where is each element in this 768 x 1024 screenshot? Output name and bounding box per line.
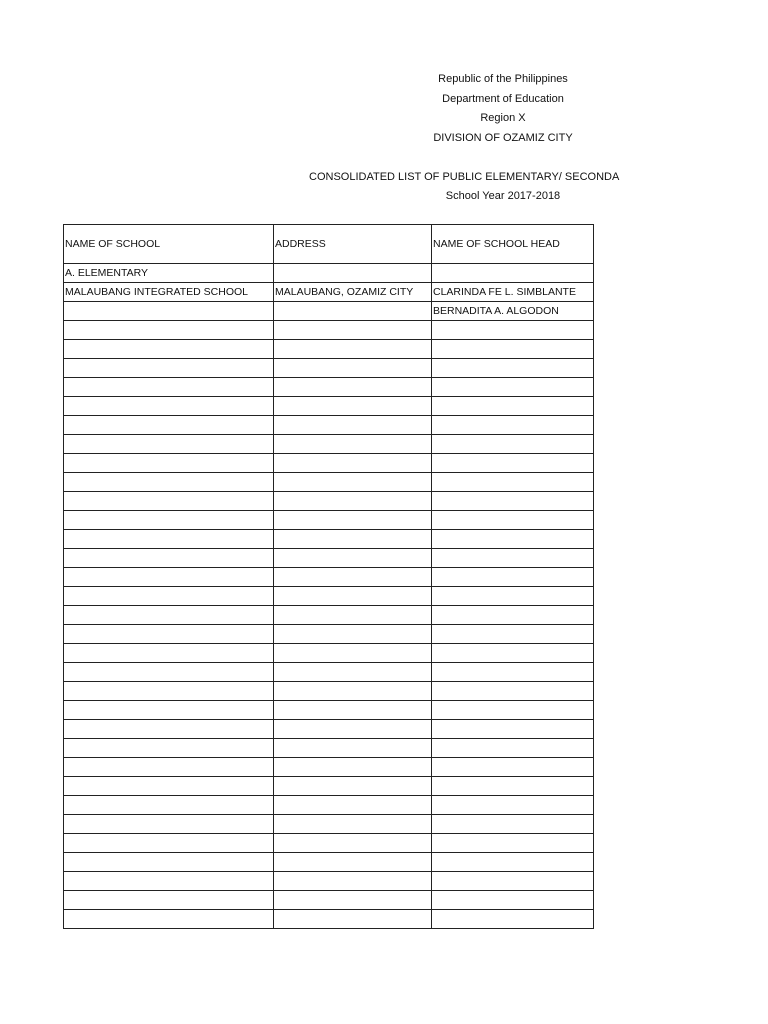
table-cell (64, 549, 274, 568)
table-cell (64, 302, 274, 321)
table-cell (432, 872, 594, 891)
table-cell (432, 416, 594, 435)
table-cell (274, 872, 432, 891)
table-cell (274, 853, 432, 872)
table-cell (432, 397, 594, 416)
table-cell (432, 777, 594, 796)
table-cell (432, 568, 594, 587)
table-cell (274, 758, 432, 777)
table-row (64, 587, 594, 606)
table-cell: A. ELEMENTARY (64, 264, 274, 283)
table-cell (274, 492, 432, 511)
table-row (64, 283, 594, 302)
table-cell (432, 644, 594, 663)
table-cell (432, 701, 594, 720)
table-cell (432, 625, 594, 644)
table-cell (64, 492, 274, 511)
table-cell (64, 663, 274, 682)
table-cell (432, 511, 594, 530)
table-cell (274, 321, 432, 340)
table-row (64, 891, 594, 910)
table-cell (64, 397, 274, 416)
table-cell (64, 720, 274, 739)
table-cell (64, 587, 274, 606)
table-cell (432, 758, 594, 777)
table-cell (432, 891, 594, 910)
table-row (64, 815, 594, 834)
table-cell (432, 492, 594, 511)
table-cell (274, 815, 432, 834)
table-cell (64, 340, 274, 359)
table-cell (64, 511, 274, 530)
table-cell (274, 834, 432, 853)
table-row (64, 397, 594, 416)
table-row (64, 853, 594, 872)
header-division: DIVISION OF OZAMIZ CITY (433, 132, 573, 144)
table-row (64, 910, 594, 929)
table-row (64, 777, 594, 796)
table-cell (274, 568, 432, 587)
table-cell (64, 644, 274, 663)
school-list-table (63, 224, 594, 929)
table-cell (432, 834, 594, 853)
table-cell (274, 530, 432, 549)
table-cell (64, 682, 274, 701)
table-cell (432, 321, 594, 340)
table-row (64, 872, 594, 891)
table-cell (64, 910, 274, 929)
table-cell (64, 758, 274, 777)
table-row (64, 454, 594, 473)
table-cell: MALAUBANG, OZAMIZ CITY (274, 283, 432, 302)
table-cell (64, 359, 274, 378)
table-row (64, 549, 594, 568)
table-cell (432, 473, 594, 492)
header-department: Department of Education (442, 93, 564, 105)
table-row (64, 435, 594, 454)
table-cell (64, 834, 274, 853)
table-row (64, 739, 594, 758)
table-cell (432, 815, 594, 834)
table-cell (64, 606, 274, 625)
table-row (64, 682, 594, 701)
table-row (64, 340, 594, 359)
table-cell (274, 777, 432, 796)
table-row (64, 663, 594, 682)
table-row (64, 758, 594, 777)
table-cell (432, 739, 594, 758)
table-cell (432, 796, 594, 815)
table-row (64, 264, 594, 283)
table-row (64, 492, 594, 511)
table-cell (64, 625, 274, 644)
table-row (64, 511, 594, 530)
table-cell (274, 473, 432, 492)
table-cell (274, 739, 432, 758)
table-row (64, 378, 594, 397)
table-cell (432, 549, 594, 568)
table-row (64, 416, 594, 435)
table-cell (274, 359, 432, 378)
table-cell (274, 340, 432, 359)
table-cell (274, 416, 432, 435)
table-cell (64, 701, 274, 720)
table-cell (274, 435, 432, 454)
table-cell (64, 321, 274, 340)
table-row (64, 606, 594, 625)
table-header-row (64, 225, 594, 264)
table-cell (432, 910, 594, 929)
table-cell (274, 378, 432, 397)
table-cell (274, 302, 432, 321)
table-cell (274, 796, 432, 815)
table-row (64, 701, 594, 720)
table-cell (432, 454, 594, 473)
table-cell: BERNADITA A. ALGODON (432, 302, 594, 321)
table-cell (274, 701, 432, 720)
table-cell (432, 340, 594, 359)
table-cell (64, 739, 274, 758)
table-cell (274, 910, 432, 929)
column-header-school-name: NAME OF SCHOOL (64, 225, 274, 264)
table-cell (64, 796, 274, 815)
table-cell (432, 853, 594, 872)
table-cell (432, 682, 594, 701)
table-cell (274, 625, 432, 644)
table-cell (274, 511, 432, 530)
table-cell (64, 416, 274, 435)
table-cell (274, 454, 432, 473)
table-cell (432, 663, 594, 682)
table-cell (432, 587, 594, 606)
school-year: School Year 2017-2018 (445, 190, 561, 202)
table-row (64, 473, 594, 492)
table-row (64, 720, 594, 739)
table-cell (432, 435, 594, 454)
table-row (64, 644, 594, 663)
table-cell (64, 530, 274, 549)
table-cell (64, 568, 274, 587)
header-region: Region X (480, 112, 526, 124)
table-cell (432, 720, 594, 739)
table-cell (274, 549, 432, 568)
table-row (64, 796, 594, 815)
table-cell (64, 435, 274, 454)
table-cell (274, 663, 432, 682)
table-row (64, 625, 594, 644)
table-cell (64, 454, 274, 473)
table-cell (64, 853, 274, 872)
table-row (64, 321, 594, 340)
table-cell (64, 815, 274, 834)
document-title: CONSOLIDATED LIST OF PUBLIC ELEMENTARY/ SECONDA (309, 171, 620, 183)
table-cell (274, 891, 432, 910)
table-cell (64, 777, 274, 796)
table-cell (64, 872, 274, 891)
table-row (64, 302, 594, 321)
table-cell (432, 530, 594, 549)
table-cell (274, 682, 432, 701)
table-cell (274, 606, 432, 625)
column-header-school-head: NAME OF SCHOOL HEAD (432, 225, 594, 264)
table-cell (274, 264, 432, 283)
table-cell (432, 264, 594, 283)
header-republic: Republic of the Philippines (438, 73, 568, 85)
table-cell (64, 473, 274, 492)
table-row (64, 834, 594, 853)
table-cell (274, 644, 432, 663)
column-header-address: ADDRESS (274, 225, 432, 264)
table-cell (274, 397, 432, 416)
table-cell (274, 587, 432, 606)
table-row (64, 568, 594, 587)
table-cell (432, 378, 594, 397)
table-cell (432, 606, 594, 625)
table-cell (64, 891, 274, 910)
table-cell (64, 378, 274, 397)
table-row (64, 530, 594, 549)
table-row (64, 359, 594, 378)
table-cell (432, 359, 594, 378)
table-cell: MALAUBANG INTEGRATED SCHOOL (64, 283, 274, 302)
table-cell: CLARINDA FE L. SIMBLANTE (432, 283, 594, 302)
table-cell (274, 720, 432, 739)
